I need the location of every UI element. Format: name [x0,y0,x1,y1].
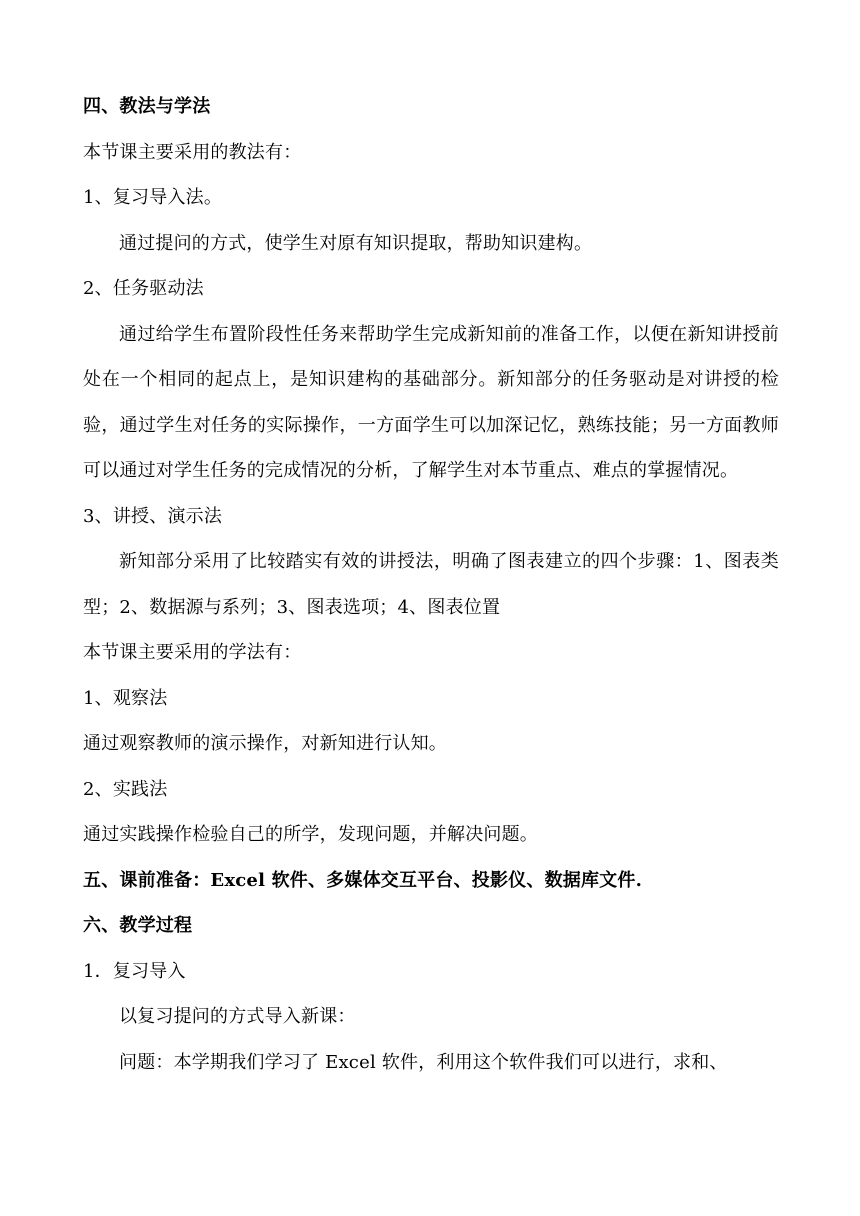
method-lecture-desc: 新知部分采用了比较踏实有效的讲授法，明确了图表建立的四个步骤：1、图表类型；2、数据源与系列；3、图表选项；4、图表位置 [83,551,779,618]
section-heading-preparation: 五、课前准备：Excel 软件、多媒体交互平台、投影仪、数据库文件. [83,869,643,891]
step-review-question: 问题：本学期我们学习了 Excel 软件，利用这个软件我们可以进行，求和、 [119,1051,728,1073]
learning-methods-intro: 本节课主要采用的学法有： [83,642,302,663]
teaching-methods-intro: 本节课主要采用的教法有： [83,141,302,163]
learn-practice-desc: 通过实践操作检验自己的所学，发现问题，并解决问题。 [83,824,538,845]
section-heading-teaching-methods: 四、教法与学法 [83,96,211,117]
method-review-title: 1、复习导入法。 [83,187,223,208]
learn-practice-title: 2、实践法 [83,778,168,800]
section-heading-process: 六、教学过程 [83,915,193,936]
method-task-title: 2、任务驱动法 [83,278,204,299]
step-review-title: 1．复习导入 [83,960,186,982]
document-body [83,84,779,1085]
learn-observe-title: 1、观察法 [83,687,168,709]
step-review-intro: 以复习提问的方式导入新课： [119,1006,356,1027]
learn-observe-desc: 通过观察教师的演示操作，对新知进行认知。 [83,733,447,754]
method-task-desc: 通过给学生布置阶段性任务来帮助学生完成新知前的准备工作，以便在新知讲授前处在一个相同的起点上，是知识建构的基础部分。新知部分的任务驱动是对讲授的检验，通过学生对任务的实际操作，一方面学生可以加深记忆，熟练技能；另一方面教师可以通过对学生任务的完成情况的分析，了解学生对本节重点、难点的掌握情况。 [83,323,779,481]
method-review-desc: 通过提问的方式，使学生对原有知识提取，帮助知识建构。 [119,232,593,254]
method-lecture-title: 3、讲授、演示法 [83,505,223,527]
